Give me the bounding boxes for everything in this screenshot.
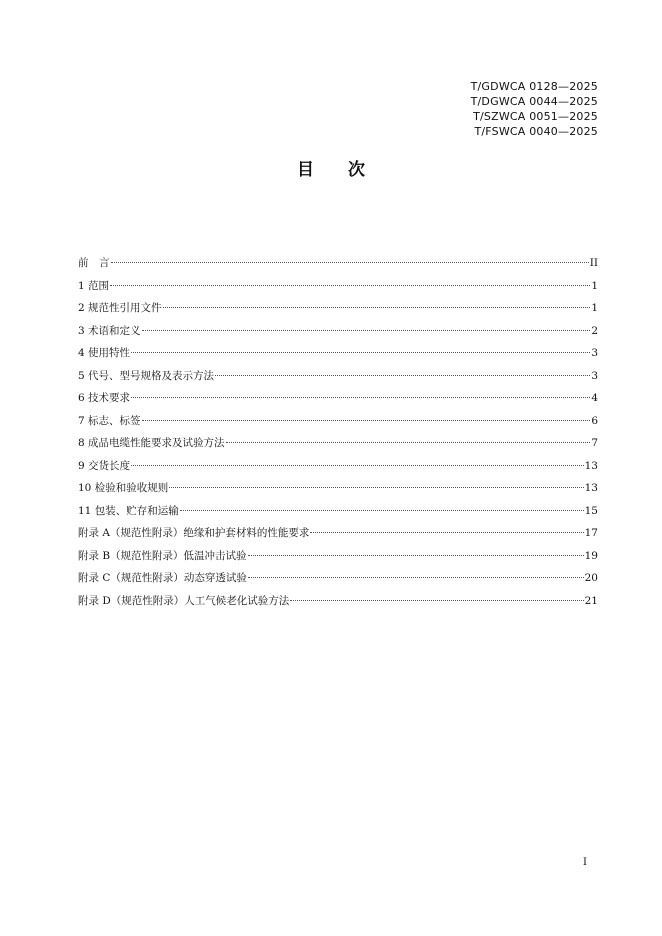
toc-entry-page: 15 [584, 504, 598, 517]
toc-entry-label: 附录 C（规范性附录）动态穿透试验 [78, 572, 247, 584]
table-of-contents [78, 252, 598, 612]
toc-entry-page: 17 [584, 527, 598, 539]
toc-entry-page: 1 [591, 279, 598, 292]
toc-leader-dots [248, 577, 584, 578]
page-title: 目 次 [297, 160, 379, 180]
toc-entry-label: 附录 B（规范性附录）低温冲击试验 [78, 549, 247, 562]
toc-leader-dots [131, 465, 584, 466]
toc-entry-label: 1 范围 [78, 279, 110, 292]
toc-entry-appendix-d[interactable] [78, 590, 598, 613]
toc-leader-dots [290, 600, 583, 601]
standard-code: T/FSWCA 0040—2025 [474, 125, 598, 138]
toc-leader-dots [142, 330, 591, 331]
toc-entry-page: 1 [591, 302, 598, 314]
toc-leader-dots [248, 555, 584, 556]
toc-entry-page: 7 [591, 437, 598, 449]
toc-entry-label: 附录 A（规范性附录）绝缘和护套材料的性能要求 [78, 527, 310, 539]
toc-entry-5[interactable] [78, 365, 598, 388]
standard-code: T/SZWCA 0051—2025 [473, 110, 598, 123]
toc-entry-page: 3 [591, 369, 598, 382]
toc-entry-appendix-c[interactable] [78, 567, 598, 590]
page-number: I [583, 857, 587, 868]
toc-entry-label: 前 言 [78, 257, 110, 269]
toc-entry-7[interactable] [78, 410, 598, 433]
standard-code: T/DGWCA 0044—2025 [470, 95, 598, 108]
toc-leader-dots [142, 420, 591, 421]
toc-entry-label: 2 规范性引用文件 [78, 302, 162, 314]
standard-codes [471, 79, 598, 139]
toc-entry-label: 10 检验和验收规则 [78, 482, 169, 494]
toc-entry-appendix-a[interactable] [78, 522, 598, 545]
toc-entry-8[interactable] [78, 432, 598, 455]
toc-entry-page: 20 [584, 572, 598, 584]
toc-entry-3[interactable] [78, 320, 598, 343]
toc-leader-dots [169, 487, 583, 488]
toc-entry-label: 4 使用特性 [78, 347, 131, 359]
toc-leader-dots [111, 262, 589, 263]
toc-entry-page: 21 [584, 594, 598, 607]
toc-leader-dots [110, 285, 590, 286]
toc-entry-1[interactable] [78, 275, 598, 298]
toc-entry-page: 13 [584, 482, 598, 494]
toc-leader-dots [163, 307, 591, 308]
toc-entry-10[interactable] [78, 477, 598, 500]
toc-leader-dots [180, 510, 584, 511]
toc-entry-label: 9 交货长度 [78, 459, 131, 472]
toc-entry-9[interactable] [78, 455, 598, 478]
toc-entry-page: 2 [591, 324, 598, 337]
toc-entry-4[interactable] [78, 342, 598, 365]
toc-entry-11[interactable] [78, 500, 598, 523]
toc-entry-label: 5 代号、型号规格及表示方法 [78, 369, 215, 382]
toc-entry-label: 8 成品电缆性能要求及试验方法 [78, 437, 225, 449]
toc-entry-page: 6 [591, 414, 598, 427]
toc-entry-page: 3 [591, 347, 598, 359]
toc-entry-appendix-b[interactable] [78, 545, 598, 568]
toc-leader-dots [215, 375, 590, 376]
toc-entry-label: 6 技术要求 [78, 392, 131, 404]
toc-leader-dots [310, 532, 583, 533]
toc-entry-label: 11 包装、贮存和运输 [78, 504, 179, 517]
toc-leader-dots [131, 352, 590, 353]
toc-entry-page: II [589, 257, 598, 269]
toc-leader-dots [226, 442, 591, 443]
toc-entry-label: 3 术语和定义 [78, 324, 141, 337]
toc-entry-page: 13 [584, 459, 598, 472]
toc-leader-dots [131, 397, 590, 398]
toc-entry-page: 4 [591, 392, 598, 404]
toc-entry-label: 7 标志、标签 [78, 414, 141, 427]
standard-code: T/GDWCA 0128—2025 [470, 80, 598, 93]
toc-entry-2[interactable] [78, 297, 598, 320]
toc-entry-6[interactable] [78, 387, 598, 410]
toc-entry-page: 19 [584, 549, 598, 562]
toc-entry-label: 附录 D（规范性附录）人工气候老化试验方法 [78, 594, 290, 607]
toc-entry-foreword[interactable] [78, 252, 598, 275]
